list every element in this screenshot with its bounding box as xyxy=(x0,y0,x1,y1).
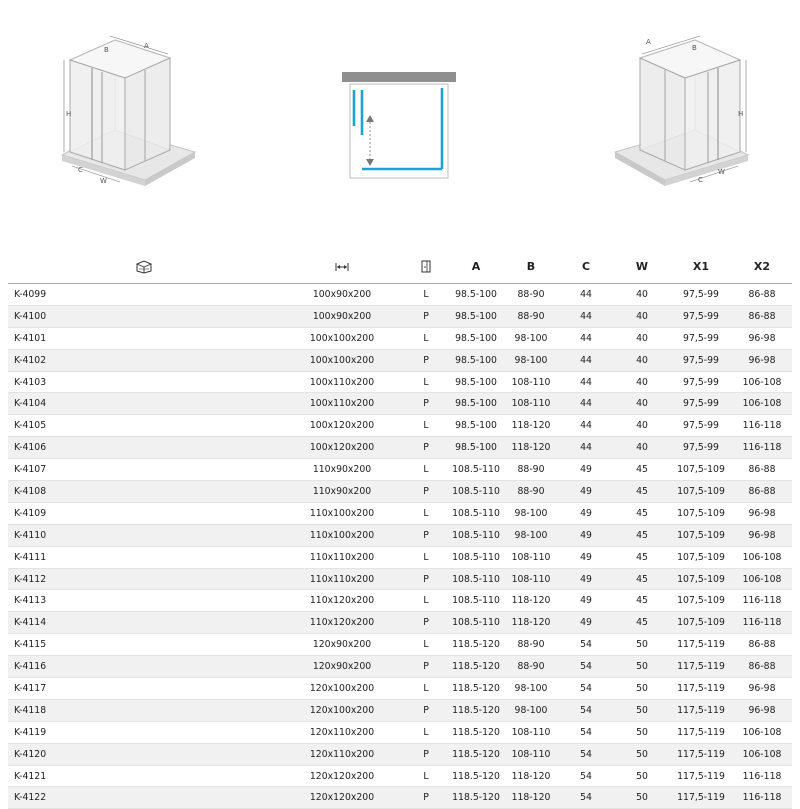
header-c: C xyxy=(558,250,614,284)
cell-x1: 107,5-109 xyxy=(670,546,732,568)
left-label-w: W xyxy=(100,177,107,185)
cell-a: 108.5-110 xyxy=(448,590,504,612)
cell-code: K-4103 xyxy=(8,371,280,393)
cell-code: K-4106 xyxy=(8,437,280,459)
cell-c: 44 xyxy=(558,305,614,327)
cell-size: 100x100x200 xyxy=(280,327,404,349)
cell-x1: 117,5-119 xyxy=(670,634,732,656)
cell-c: 49 xyxy=(558,502,614,524)
table-row xyxy=(8,678,792,700)
cell-side: L xyxy=(404,327,448,349)
cell-size: 100x120x200 xyxy=(280,437,404,459)
table-header-row xyxy=(8,250,792,284)
cell-b: 88-90 xyxy=(504,284,558,306)
cell-x2: 106-108 xyxy=(732,721,792,743)
cell-code: K-4107 xyxy=(8,459,280,481)
cell-c: 44 xyxy=(558,349,614,371)
cell-w: 50 xyxy=(614,743,670,765)
cell-code: K-4115 xyxy=(8,634,280,656)
cell-b: 108-110 xyxy=(504,568,558,590)
cell-x1: 107,5-109 xyxy=(670,502,732,524)
header-w: W xyxy=(614,250,670,284)
header-x1: X1 xyxy=(670,250,732,284)
cell-a: 98.5-100 xyxy=(448,327,504,349)
cell-x2: 86-88 xyxy=(732,284,792,306)
cell-b: 118-120 xyxy=(504,590,558,612)
table-row xyxy=(8,590,792,612)
cell-code: K-4110 xyxy=(8,524,280,546)
width-arrows-icon xyxy=(335,262,349,272)
cell-side: P xyxy=(404,787,448,809)
cell-w: 45 xyxy=(614,590,670,612)
cell-x1: 117,5-119 xyxy=(670,656,732,678)
cell-w: 50 xyxy=(614,765,670,787)
cell-x1: 97,5-99 xyxy=(670,371,732,393)
cell-w: 40 xyxy=(614,393,670,415)
cell-side: P xyxy=(404,481,448,503)
cell-c: 54 xyxy=(558,743,614,765)
cell-c: 44 xyxy=(558,327,614,349)
table-row xyxy=(8,634,792,656)
cell-w: 45 xyxy=(614,459,670,481)
cell-x1: 97,5-99 xyxy=(670,284,732,306)
header-side xyxy=(404,250,448,284)
cell-a: 98.5-100 xyxy=(448,305,504,327)
cell-c: 54 xyxy=(558,634,614,656)
cell-size: 100x100x200 xyxy=(280,349,404,371)
cell-b: 98-100 xyxy=(504,699,558,721)
cell-a: 118.5-120 xyxy=(448,765,504,787)
cell-c: 44 xyxy=(558,415,614,437)
cell-side: P xyxy=(404,612,448,634)
right-label-b: B xyxy=(692,44,697,52)
cell-w: 50 xyxy=(614,678,670,700)
header-x2: X2 xyxy=(732,250,792,284)
cell-x2: 106-108 xyxy=(732,546,792,568)
cell-code: K-4112 xyxy=(8,568,280,590)
cell-c: 44 xyxy=(558,284,614,306)
cell-size: 100x90x200 xyxy=(280,284,404,306)
header-size xyxy=(280,250,404,284)
left-label-b: B xyxy=(104,46,109,54)
left-label-c: C xyxy=(78,166,83,174)
cell-code: K-4102 xyxy=(8,349,280,371)
cell-c: 54 xyxy=(558,678,614,700)
cell-size: 110x120x200 xyxy=(280,590,404,612)
cell-a: 118.5-120 xyxy=(448,678,504,700)
cell-c: 49 xyxy=(558,568,614,590)
cell-x2: 86-88 xyxy=(732,656,792,678)
cell-x2: 86-88 xyxy=(732,305,792,327)
cell-b: 88-90 xyxy=(504,459,558,481)
cell-x1: 107,5-109 xyxy=(670,459,732,481)
cell-side: P xyxy=(404,524,448,546)
cell-w: 50 xyxy=(614,787,670,809)
cell-w: 45 xyxy=(614,546,670,568)
cell-code: K-4120 xyxy=(8,743,280,765)
cell-side: L xyxy=(404,590,448,612)
cell-b: 88-90 xyxy=(504,634,558,656)
cell-c: 49 xyxy=(558,590,614,612)
cell-b: 118-120 xyxy=(504,765,558,787)
cell-w: 40 xyxy=(614,437,670,459)
cell-side: P xyxy=(404,437,448,459)
cell-a: 98.5-100 xyxy=(448,371,504,393)
cell-b: 108-110 xyxy=(504,721,558,743)
cell-x2: 96-98 xyxy=(732,327,792,349)
cell-size: 120x110x200 xyxy=(280,721,404,743)
cell-x2: 96-98 xyxy=(732,524,792,546)
right-label-h: H xyxy=(738,110,744,118)
cell-x1: 97,5-99 xyxy=(670,437,732,459)
cell-b: 98-100 xyxy=(504,349,558,371)
cell-side: L xyxy=(404,765,448,787)
cell-side: L xyxy=(404,284,448,306)
cell-w: 50 xyxy=(614,656,670,678)
table-body xyxy=(8,284,792,809)
cell-size: 110x120x200 xyxy=(280,612,404,634)
cell-a: 118.5-120 xyxy=(448,721,504,743)
cell-size: 120x100x200 xyxy=(280,699,404,721)
table-row xyxy=(8,656,792,678)
cell-a: 118.5-120 xyxy=(448,656,504,678)
cell-x2: 86-88 xyxy=(732,634,792,656)
table-row xyxy=(8,415,792,437)
cell-size: 120x120x200 xyxy=(280,787,404,809)
cell-b: 98-100 xyxy=(504,502,558,524)
cell-code: K-4114 xyxy=(8,612,280,634)
cell-size: 120x110x200 xyxy=(280,743,404,765)
cell-x2: 106-108 xyxy=(732,743,792,765)
left-label-a: A xyxy=(144,42,149,50)
cell-x1: 97,5-99 xyxy=(670,393,732,415)
cell-c: 54 xyxy=(558,787,614,809)
cell-code: K-4099 xyxy=(8,284,280,306)
cell-x1: 117,5-119 xyxy=(670,699,732,721)
cell-side: L xyxy=(404,371,448,393)
table-row xyxy=(8,502,792,524)
cell-x1: 97,5-99 xyxy=(670,305,732,327)
cell-w: 40 xyxy=(614,327,670,349)
header-enclosure xyxy=(8,250,280,284)
table-row xyxy=(8,524,792,546)
table-row xyxy=(8,699,792,721)
cell-x1: 117,5-119 xyxy=(670,787,732,809)
cell-size: 110x90x200 xyxy=(280,481,404,503)
cell-code: K-4100 xyxy=(8,305,280,327)
cell-b: 108-110 xyxy=(504,393,558,415)
table-row xyxy=(8,459,792,481)
header-b: B xyxy=(504,250,558,284)
cell-x2: 116-118 xyxy=(732,612,792,634)
cell-side: L xyxy=(404,546,448,568)
door-side-icon xyxy=(421,260,431,273)
cell-code: K-4108 xyxy=(8,481,280,503)
cell-a: 108.5-110 xyxy=(448,568,504,590)
cell-c: 49 xyxy=(558,546,614,568)
cell-side: L xyxy=(404,678,448,700)
table-row xyxy=(8,743,792,765)
table-row xyxy=(8,305,792,327)
table-row xyxy=(8,327,792,349)
cell-size: 110x100x200 xyxy=(280,502,404,524)
cell-w: 45 xyxy=(614,568,670,590)
table-row xyxy=(8,284,792,306)
cell-w: 40 xyxy=(614,415,670,437)
cell-size: 120x100x200 xyxy=(280,678,404,700)
cell-code: K-4121 xyxy=(8,765,280,787)
cell-a: 98.5-100 xyxy=(448,393,504,415)
cell-side: P xyxy=(404,349,448,371)
cell-x2: 106-108 xyxy=(732,393,792,415)
cell-x2: 96-98 xyxy=(732,502,792,524)
right-label-a: A xyxy=(646,38,651,46)
cell-side: L xyxy=(404,415,448,437)
cell-x1: 117,5-119 xyxy=(670,678,732,700)
cell-w: 45 xyxy=(614,481,670,503)
cell-size: 110x110x200 xyxy=(280,568,404,590)
right-enclosure-illustration xyxy=(600,20,760,200)
table-row xyxy=(8,721,792,743)
table-row xyxy=(8,546,792,568)
cell-x2: 86-88 xyxy=(732,481,792,503)
cell-a: 118.5-120 xyxy=(448,743,504,765)
cell-x1: 117,5-119 xyxy=(670,721,732,743)
cell-c: 54 xyxy=(558,699,614,721)
cell-side: P xyxy=(404,393,448,415)
cell-a: 98.5-100 xyxy=(448,437,504,459)
table-row xyxy=(8,349,792,371)
cell-w: 45 xyxy=(614,502,670,524)
cell-code: K-4109 xyxy=(8,502,280,524)
cell-a: 108.5-110 xyxy=(448,546,504,568)
cell-b: 108-110 xyxy=(504,371,558,393)
table-row xyxy=(8,437,792,459)
cell-size: 120x90x200 xyxy=(280,634,404,656)
cell-c: 44 xyxy=(558,437,614,459)
enclosure-icon xyxy=(136,260,152,274)
cell-c: 44 xyxy=(558,371,614,393)
cell-x1: 107,5-109 xyxy=(670,568,732,590)
cell-x1: 97,5-99 xyxy=(670,327,732,349)
cell-x1: 107,5-109 xyxy=(670,612,732,634)
cell-c: 49 xyxy=(558,459,614,481)
cell-side: P xyxy=(404,305,448,327)
cell-size: 120x120x200 xyxy=(280,765,404,787)
cell-c: 54 xyxy=(558,721,614,743)
spec-table-container xyxy=(8,250,792,809)
cell-side: L xyxy=(404,502,448,524)
cell-w: 40 xyxy=(614,371,670,393)
cell-w: 45 xyxy=(614,524,670,546)
cell-w: 45 xyxy=(614,612,670,634)
cell-size: 100x110x200 xyxy=(280,393,404,415)
cell-code: K-4118 xyxy=(8,699,280,721)
door-schematic xyxy=(340,68,462,184)
cell-x2: 116-118 xyxy=(732,437,792,459)
cell-a: 118.5-120 xyxy=(448,699,504,721)
cell-a: 118.5-120 xyxy=(448,634,504,656)
cell-side: L xyxy=(404,721,448,743)
cell-a: 98.5-100 xyxy=(448,349,504,371)
table-row xyxy=(8,612,792,634)
cell-code: K-4105 xyxy=(8,415,280,437)
cell-side: P xyxy=(404,568,448,590)
cell-b: 118-120 xyxy=(504,415,558,437)
header-a: A xyxy=(448,250,504,284)
cell-side: P xyxy=(404,699,448,721)
cell-w: 50 xyxy=(614,699,670,721)
cell-code: K-4122 xyxy=(8,787,280,809)
table-row xyxy=(8,393,792,415)
cell-x1: 117,5-119 xyxy=(670,743,732,765)
cell-x2: 116-118 xyxy=(732,415,792,437)
cell-b: 98-100 xyxy=(504,327,558,349)
cell-c: 44 xyxy=(558,393,614,415)
cell-x2: 86-88 xyxy=(732,459,792,481)
cell-w: 50 xyxy=(614,634,670,656)
cell-w: 40 xyxy=(614,305,670,327)
right-label-c: C xyxy=(698,176,703,184)
cell-a: 108.5-110 xyxy=(448,502,504,524)
cell-x2: 116-118 xyxy=(732,590,792,612)
cell-x2: 106-108 xyxy=(732,568,792,590)
table-row xyxy=(8,481,792,503)
cell-c: 49 xyxy=(558,481,614,503)
table-row xyxy=(8,765,792,787)
cell-x1: 117,5-119 xyxy=(670,765,732,787)
cell-a: 98.5-100 xyxy=(448,284,504,306)
cell-x2: 96-98 xyxy=(732,699,792,721)
cell-side: L xyxy=(404,634,448,656)
table-row xyxy=(8,787,792,809)
cell-code: K-4101 xyxy=(8,327,280,349)
cell-size: 120x90x200 xyxy=(280,656,404,678)
cell-b: 88-90 xyxy=(504,305,558,327)
table-row xyxy=(8,371,792,393)
cell-b: 88-90 xyxy=(504,656,558,678)
cell-x2: 116-118 xyxy=(732,765,792,787)
cell-size: 100x110x200 xyxy=(280,371,404,393)
cell-size: 110x100x200 xyxy=(280,524,404,546)
spec-table xyxy=(8,250,792,809)
cell-b: 88-90 xyxy=(504,481,558,503)
cell-x1: 97,5-99 xyxy=(670,415,732,437)
cell-b: 98-100 xyxy=(504,678,558,700)
cell-c: 49 xyxy=(558,524,614,546)
cell-a: 108.5-110 xyxy=(448,524,504,546)
cell-a: 108.5-110 xyxy=(448,481,504,503)
cell-code: K-4117 xyxy=(8,678,280,700)
cell-a: 108.5-110 xyxy=(448,459,504,481)
cell-x1: 107,5-109 xyxy=(670,524,732,546)
cell-a: 98.5-100 xyxy=(448,415,504,437)
cell-c: 54 xyxy=(558,656,614,678)
cell-side: P xyxy=(404,656,448,678)
cell-a: 118.5-120 xyxy=(448,787,504,809)
cell-size: 110x110x200 xyxy=(280,546,404,568)
cell-side: P xyxy=(404,743,448,765)
right-label-w: W xyxy=(718,168,725,176)
cell-x1: 97,5-99 xyxy=(670,349,732,371)
cell-code: K-4104 xyxy=(8,393,280,415)
cell-size: 110x90x200 xyxy=(280,459,404,481)
cell-c: 54 xyxy=(558,765,614,787)
table-row xyxy=(8,568,792,590)
cell-b: 118-120 xyxy=(504,787,558,809)
cell-b: 118-120 xyxy=(504,437,558,459)
cell-code: K-4119 xyxy=(8,721,280,743)
left-enclosure-illustration xyxy=(50,20,210,200)
cell-x1: 107,5-109 xyxy=(670,590,732,612)
cell-x2: 106-108 xyxy=(732,371,792,393)
cell-side: L xyxy=(404,459,448,481)
cell-size: 100x90x200 xyxy=(280,305,404,327)
cell-w: 40 xyxy=(614,284,670,306)
cell-w: 50 xyxy=(614,721,670,743)
cell-a: 108.5-110 xyxy=(448,612,504,634)
cell-c: 49 xyxy=(558,612,614,634)
cell-w: 40 xyxy=(614,349,670,371)
cell-code: K-4113 xyxy=(8,590,280,612)
cell-x1: 107,5-109 xyxy=(670,481,732,503)
cell-b: 118-120 xyxy=(504,612,558,634)
cell-x2: 96-98 xyxy=(732,678,792,700)
cell-b: 98-100 xyxy=(504,524,558,546)
cell-b: 108-110 xyxy=(504,743,558,765)
cell-b: 108-110 xyxy=(504,546,558,568)
cell-code: K-4116 xyxy=(8,656,280,678)
cell-size: 100x120x200 xyxy=(280,415,404,437)
left-label-h: H xyxy=(66,110,72,118)
cell-code: K-4111 xyxy=(8,546,280,568)
cell-x2: 116-118 xyxy=(732,787,792,809)
cell-x2: 96-98 xyxy=(732,349,792,371)
